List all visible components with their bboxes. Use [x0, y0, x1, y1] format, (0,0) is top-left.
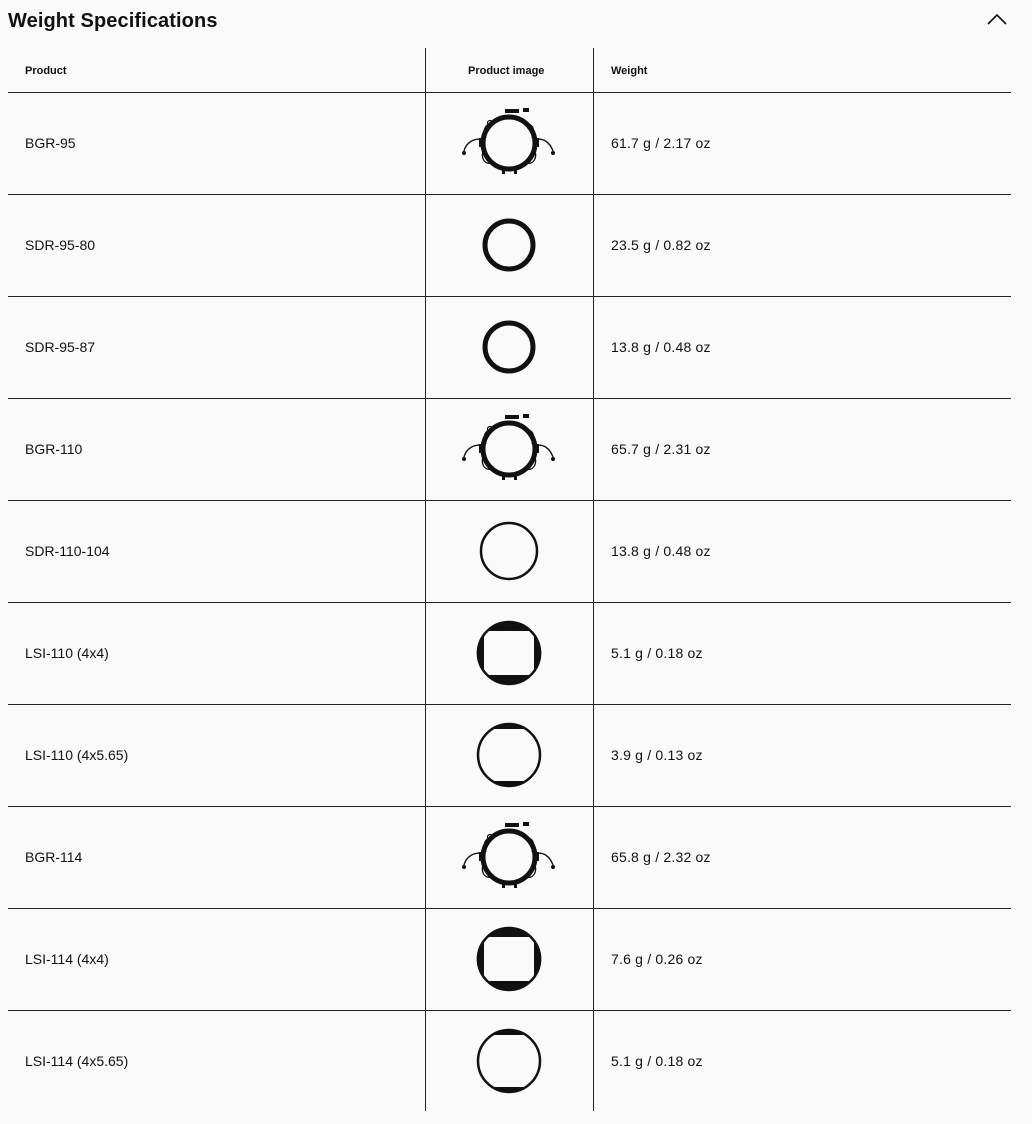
bgr-ring-icon	[426, 93, 593, 194]
table-row	[8, 705, 1011, 807]
table-row	[8, 195, 1011, 297]
column-divider	[425, 48, 426, 1111]
table-row	[8, 501, 1011, 603]
bgr-ring-icon	[426, 399, 593, 500]
rect-insert-icon	[426, 1011, 593, 1112]
square-insert-icon	[426, 909, 593, 1010]
product-weight: 13.8 g / 0.48 oz	[611, 543, 711, 559]
product-weight: 3.9 g / 0.13 oz	[611, 747, 703, 763]
thin-ring-icon	[426, 501, 593, 602]
rect-insert-icon	[426, 705, 593, 806]
product-weight: 65.7 g / 2.31 oz	[611, 441, 711, 457]
bgr-ring-icon	[426, 807, 593, 908]
product-name: BGR-110	[25, 441, 83, 457]
collapse-toggle-button[interactable]	[982, 6, 1012, 34]
product-name: LSI-110 (4x4)	[25, 645, 109, 661]
product-weight: 5.1 g / 0.18 oz	[611, 645, 703, 661]
table-header-row	[8, 48, 1011, 93]
table-row	[8, 1011, 1011, 1112]
product-name: SDR-110-104	[25, 543, 110, 559]
thick-ring-icon	[426, 297, 593, 398]
table-row	[8, 93, 1011, 195]
table-row	[8, 603, 1011, 705]
product-weight: 65.8 g / 2.32 oz	[611, 849, 711, 865]
section-title: Weight Specifications	[8, 10, 218, 32]
column-header-product: Product	[25, 65, 67, 77]
product-name: SDR-95-87	[25, 339, 96, 355]
product-name: LSI-114 (4x5.65)	[25, 1053, 129, 1069]
product-weight: 7.6 g / 0.26 oz	[611, 951, 703, 967]
table-row	[8, 807, 1011, 909]
table-row	[8, 297, 1011, 399]
product-weight: 5.1 g / 0.18 oz	[611, 1053, 703, 1069]
table-row	[8, 399, 1011, 501]
product-name: SDR-95-80	[25, 237, 96, 253]
column-header-product-image: Product image	[468, 65, 545, 77]
product-weight: 61.7 g / 2.17 oz	[611, 135, 711, 151]
product-name: BGR-114	[25, 849, 83, 865]
chevron-up-icon	[986, 12, 1008, 26]
thick-ring-icon	[426, 195, 593, 296]
product-name: BGR-95	[25, 135, 76, 151]
product-weight: 13.8 g / 0.48 oz	[611, 339, 711, 355]
table-row	[8, 909, 1011, 1011]
square-insert-icon	[426, 603, 593, 704]
weight-table	[8, 48, 1011, 1111]
product-name: LSI-114 (4x4)	[25, 951, 109, 967]
column-divider	[593, 48, 594, 1111]
product-name: LSI-110 (4x5.65)	[25, 747, 129, 763]
section-header[interactable]	[0, 0, 1032, 44]
column-header-weight: Weight	[611, 65, 648, 77]
product-weight: 23.5 g / 0.82 oz	[611, 237, 711, 253]
